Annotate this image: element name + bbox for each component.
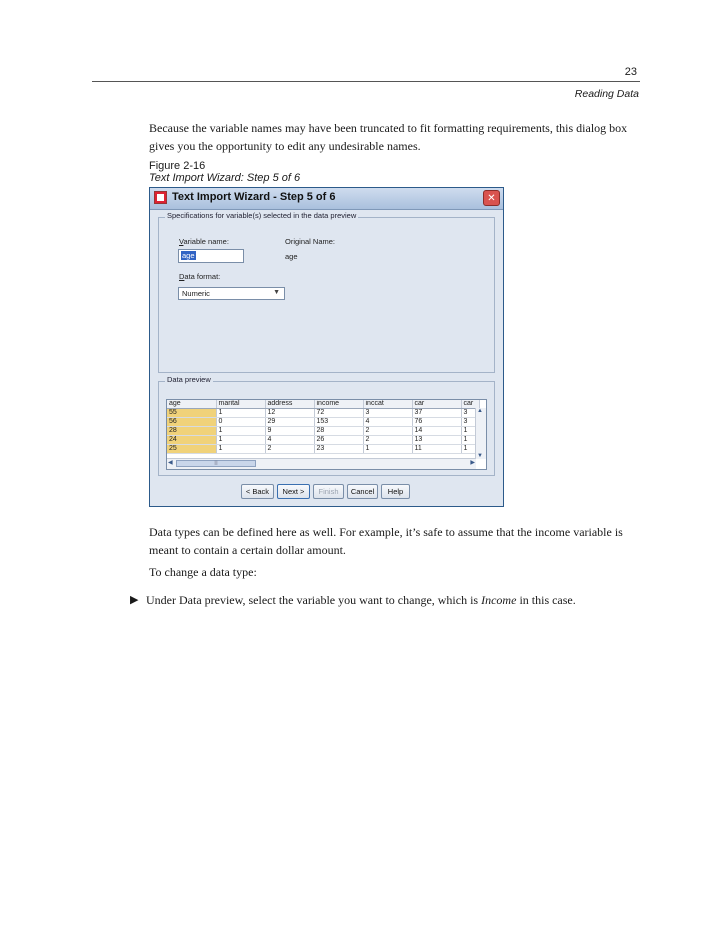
bullet-emphasis: Income	[481, 593, 517, 607]
table-cell[interactable]: 12	[265, 409, 314, 418]
table-row	[167, 445, 479, 454]
table-cell[interactable]: 1	[216, 445, 265, 454]
help-button[interactable]: Help	[381, 484, 410, 499]
table-cell[interactable]: 3	[461, 418, 479, 427]
table-cell[interactable]: 3	[461, 409, 479, 418]
vertical-scrollbar[interactable]	[475, 408, 486, 459]
variable-name-input[interactable]	[178, 249, 244, 263]
table-cell[interactable]: 1	[461, 445, 479, 454]
scroll-down-icon[interactable]: ▼	[477, 453, 483, 459]
running-title: Reading Data	[574, 88, 639, 100]
table-cell[interactable]: 28	[167, 427, 216, 436]
table-cell[interactable]: 23	[314, 445, 363, 454]
table-cell[interactable]: 25	[167, 445, 216, 454]
variable-name-label: Variable name:	[179, 237, 229, 246]
table-cell[interactable]: 2	[363, 436, 412, 445]
table-cell[interactable]: 11	[412, 445, 461, 454]
data-format-value: Numeric	[182, 289, 210, 298]
table-cell[interactable]: 26	[314, 436, 363, 445]
bullet-arrow-icon: ▶	[130, 594, 139, 606]
table-cell[interactable]: 9	[265, 427, 314, 436]
page-number: 23	[624, 66, 637, 78]
data-preview-table	[166, 399, 487, 470]
table-row	[167, 418, 479, 427]
table-cell[interactable]: 3	[363, 409, 412, 418]
chevron-down-icon: ▼	[273, 289, 280, 296]
table-cell[interactable]: 56	[167, 418, 216, 427]
data-preview-group-label: Data preview	[167, 375, 211, 384]
column-header[interactable]: age	[167, 400, 216, 409]
column-header[interactable]: income	[314, 400, 363, 409]
data-format-label: Data format:	[179, 272, 221, 281]
dialog-titlebar	[150, 188, 503, 210]
column-header[interactable]: inccat	[363, 400, 412, 409]
table-row	[167, 427, 479, 436]
column-header[interactable]: car	[412, 400, 461, 409]
close-icon: ✕	[487, 193, 496, 204]
cancel-button[interactable]: Cancel	[347, 484, 378, 499]
table-cell[interactable]: 2	[363, 427, 412, 436]
table-row	[167, 409, 479, 418]
table-cell[interactable]: 1	[363, 445, 412, 454]
body-paragraph-2: To change a data type:	[149, 565, 257, 579]
table-cell[interactable]: 4	[265, 436, 314, 445]
table-cell[interactable]: 24	[167, 436, 216, 445]
scroll-left-icon[interactable]: ◀	[168, 460, 173, 466]
variable-name-value: age	[182, 251, 195, 260]
table-cell[interactable]: 0	[216, 418, 265, 427]
table-cell[interactable]: 153	[314, 418, 363, 427]
scroll-thumb[interactable]: |||	[176, 460, 256, 467]
body-paragraph-1: Data types can be defined here as well. For example, it’s safe to assume that the income variable is meant to contain a certain dollar amount.	[149, 525, 623, 557]
column-header[interactable]: address	[265, 400, 314, 409]
table-cell[interactable]: 1	[216, 436, 265, 445]
table-cell[interactable]: 55	[167, 409, 216, 418]
table-cell[interactable]: 14	[412, 427, 461, 436]
next-button[interactable]: Next >	[277, 484, 310, 499]
table-cell[interactable]: 13	[412, 436, 461, 445]
dialog-title: Text Import Wizard - Step 5 of 6	[172, 191, 336, 203]
table-cell[interactable]: 37	[412, 409, 461, 418]
table-header-row	[167, 400, 479, 409]
table-cell[interactable]: 29	[265, 418, 314, 427]
scroll-up-icon[interactable]: ▲	[477, 408, 483, 414]
table-cell[interactable]: 28	[314, 427, 363, 436]
table-cell[interactable]: 76	[412, 418, 461, 427]
table-row	[167, 436, 479, 445]
preview-grid	[167, 400, 480, 454]
finish-button[interactable]: Finish	[313, 484, 344, 499]
horizontal-scrollbar[interactable]	[167, 458, 476, 469]
original-name-label: Original Name:	[285, 237, 336, 246]
column-header[interactable]: marital	[216, 400, 265, 409]
close-button[interactable]	[483, 190, 500, 206]
figure-caption: Text Import Wizard: Step 5 of 6	[149, 172, 301, 184]
table-cell[interactable]: 1	[461, 436, 479, 445]
table-cell[interactable]: 72	[314, 409, 363, 418]
table-cell[interactable]: 1	[216, 427, 265, 436]
table-cell[interactable]: 2	[265, 445, 314, 454]
original-name-value: age	[285, 252, 298, 261]
figure-label: Figure 2-16	[149, 160, 206, 172]
scroll-right-icon[interactable]: ▶	[470, 460, 475, 466]
header-rule	[92, 81, 640, 82]
back-button[interactable]: < Back	[241, 484, 274, 499]
data-format-select[interactable]	[178, 287, 285, 300]
table-cell[interactable]: 4	[363, 418, 412, 427]
table-cell[interactable]: 1	[461, 427, 479, 436]
bullet-step: Under Data preview, select the variable you want to change, which is Income in this case.	[146, 593, 576, 607]
text-import-wizard-dialog	[149, 187, 504, 507]
app-icon	[154, 191, 167, 204]
intro-paragraph: Because the variable names may have been truncated to fit formatting requirements, this dialog box gives you the opportunity to edit any undesirable names.	[149, 121, 628, 153]
table-cell[interactable]: 1	[216, 409, 265, 418]
column-header[interactable]: car	[461, 400, 479, 409]
specifications-group-label: Specifications for variable(s) selected in the data preview	[167, 211, 357, 220]
